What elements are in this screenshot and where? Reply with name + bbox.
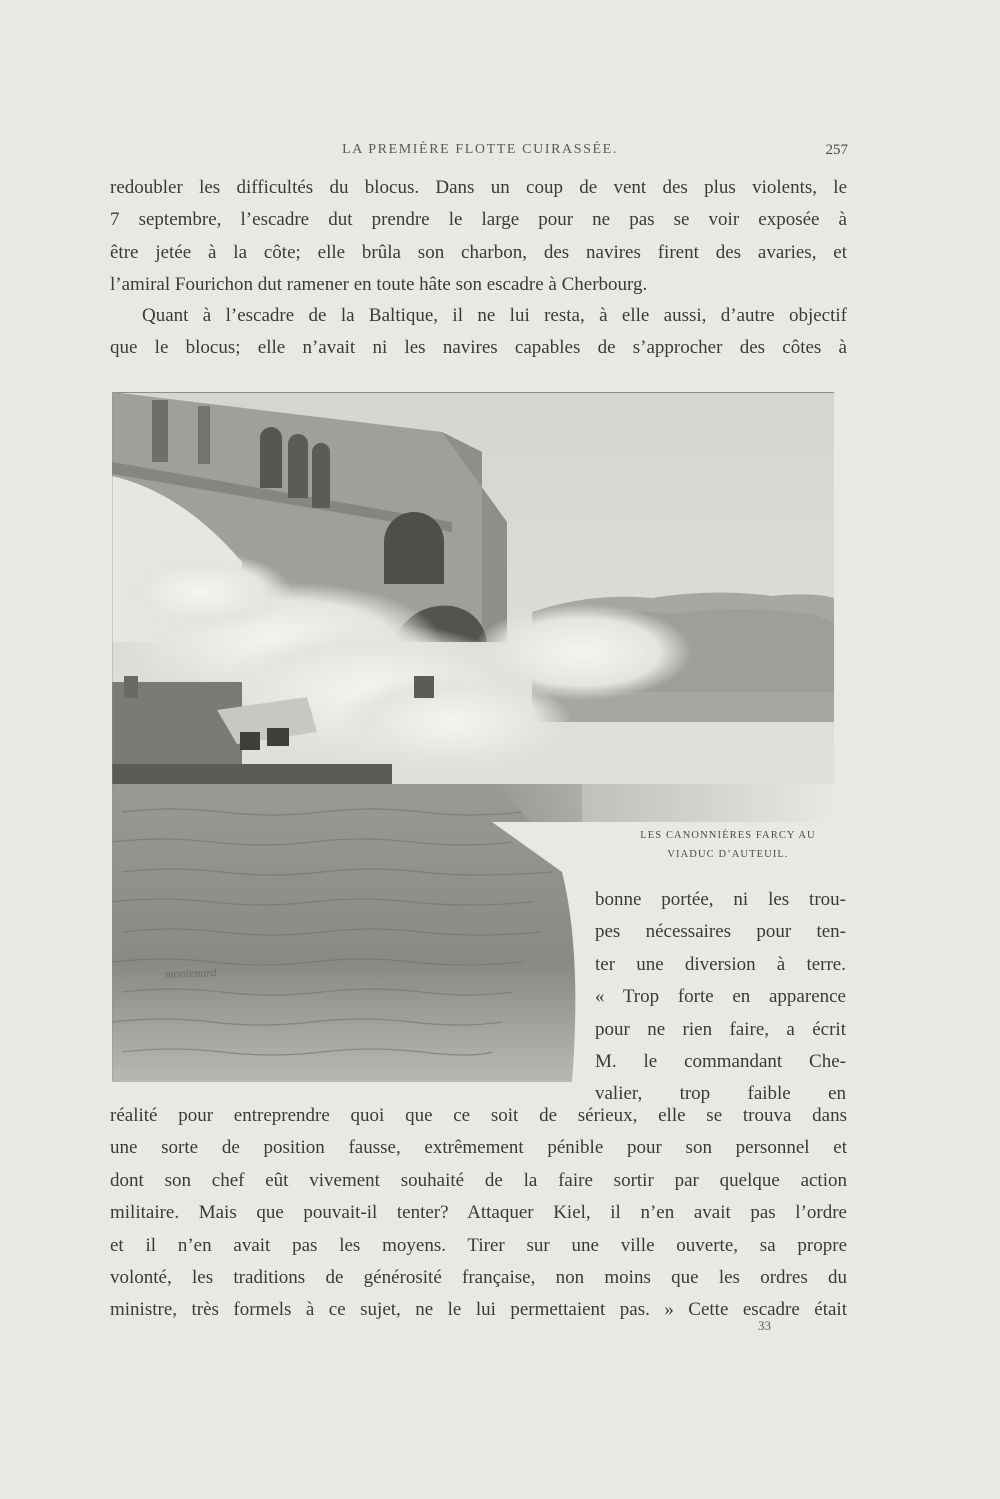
text-line: militaire. Mais que pouvait-il tenter? Attaquer Kiel, il n’en avait pas l’ordre (110, 1202, 847, 1224)
text-line: 7 septembre, l’escadre dut prendre le large pour ne pas se voir exposée à (110, 209, 847, 231)
running-head (110, 142, 850, 164)
text-line: réalité pour entreprendre quoi que ce soit de sérieux, elle se trouva dans (110, 1105, 847, 1126)
caption-line: VIADUC D’AUTEUIL. (667, 849, 789, 860)
text-line: et il n’en avait pas les moyens. Tirer sur une ville ouverte, sa propre (110, 1234, 847, 1256)
artist-signature: montenard (164, 965, 217, 981)
figure-caption (610, 826, 846, 864)
text-line: « Trop forte en apparence (595, 986, 846, 1008)
paragraph-blocus (110, 172, 847, 302)
text-line: ter une diversion à terre. (595, 953, 846, 975)
paragraph-bottom (110, 1100, 847, 1327)
text-line: que le blocus; elle n’avait ni les navires capables de s’approcher des côtes à (110, 337, 847, 359)
paragraph-side (595, 884, 846, 1111)
text-line: dont son chef eût vivement souhaité de la faire sortir par quelque action (110, 1169, 847, 1191)
paragraph-baltique (110, 300, 847, 365)
text-line: l’amiral Fourichon dut ramener en toute hâte son escadre à Cherbourg. (110, 274, 648, 296)
text-line: pour ne rien faire, a écrit (595, 1018, 846, 1040)
text-line: une sorte de position fausse, extrêmement pénible pour son personnel et (110, 1137, 847, 1159)
page-number: 257 (825, 142, 848, 158)
text-line: Quant à l’escadre de la Baltique, il ne lui resta, à elle aussi, d’autre objectif (142, 305, 847, 326)
text-line: M. le commandant Che- (595, 1051, 846, 1073)
text-line: bonne portée, ni les trou- (595, 889, 846, 910)
text-line: volonté, les traditions de générosité française, non moins que les ordres du (110, 1267, 847, 1289)
text-line: pes nécessaires pour ten- (595, 921, 846, 943)
text-line: ministre, très formels à ce sujet, ne le lui permettaient pas. » Cette escadre était (110, 1299, 847, 1321)
signature-mark: 33 (758, 1318, 771, 1333)
text-line: être jetée à la côte; elle brûla son charbon, des navires firent des avaries, et (110, 241, 847, 263)
running-title: LA PREMIÈRE FLOTTE CUIRASSÉE. (342, 142, 618, 157)
text-line: valier, trop faible en (595, 1083, 846, 1105)
caption-line: LES CANONNIÈRES FARCY AU (640, 830, 816, 841)
text-line: redoubler les difficultés du blocus. Dans un coup de vent des plus violents, le (110, 177, 847, 198)
